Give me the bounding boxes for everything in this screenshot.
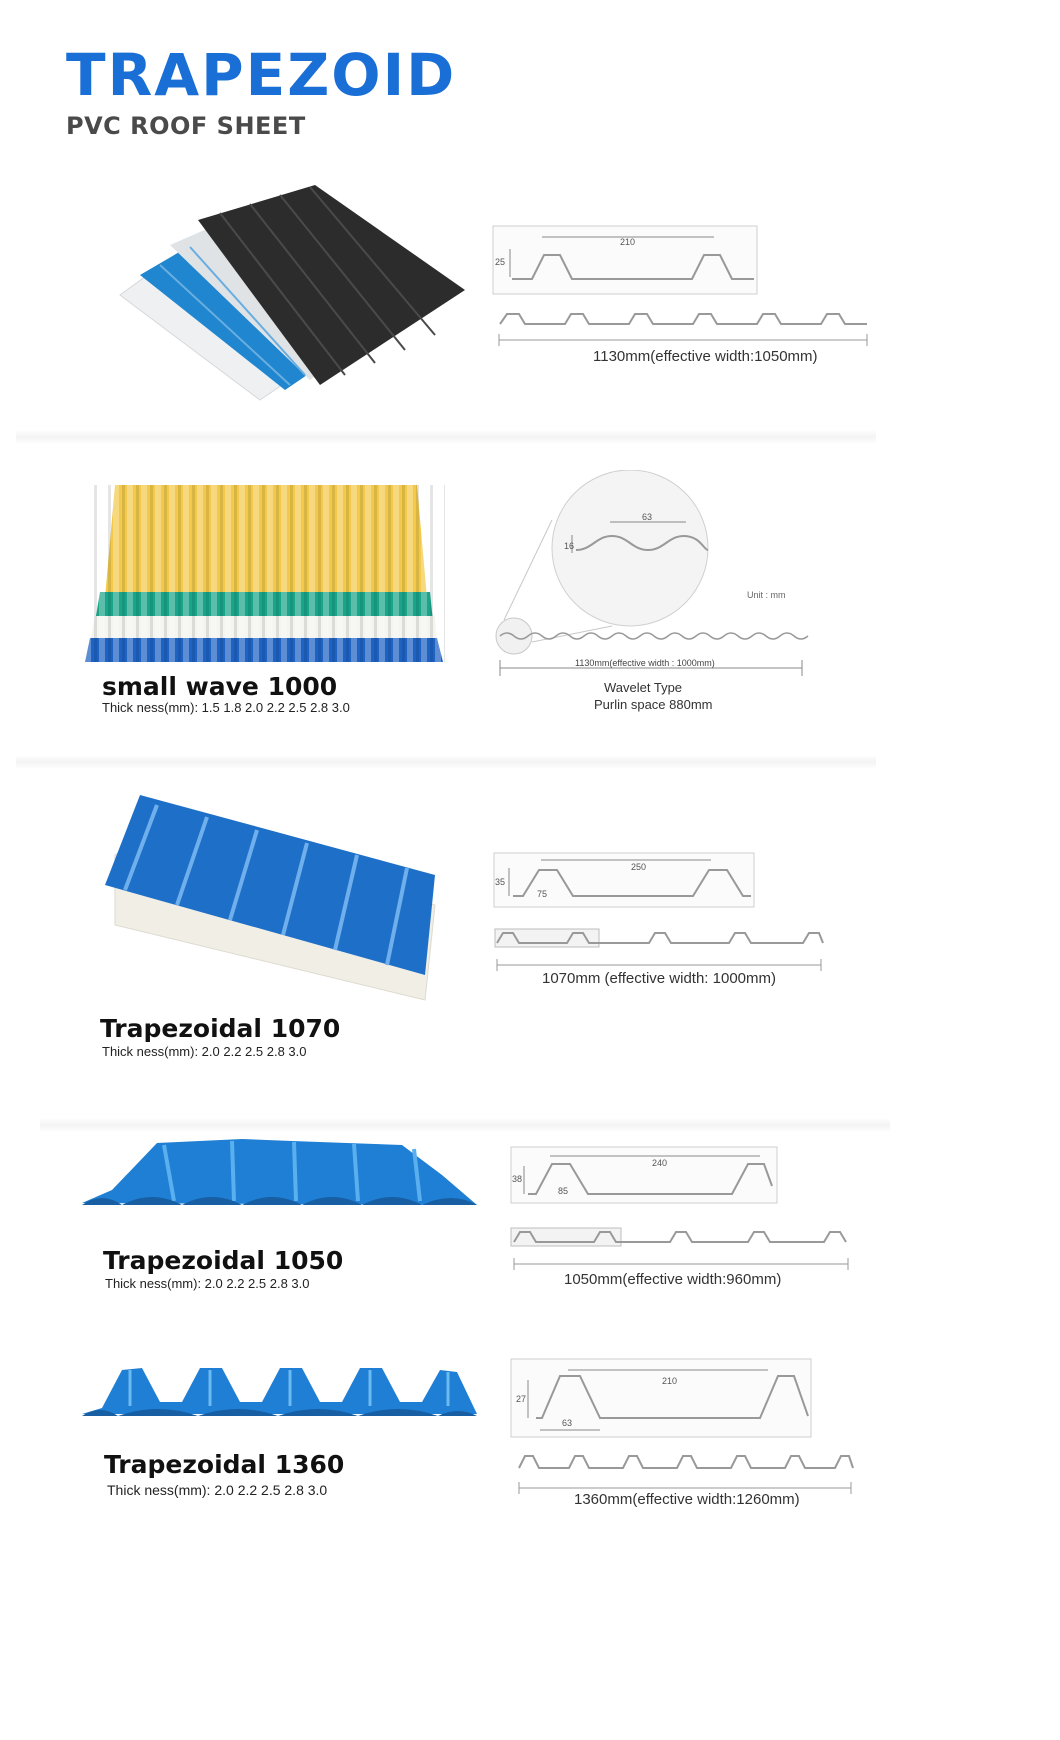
section-divider bbox=[40, 1118, 890, 1132]
profile-height-label: 27 bbox=[516, 1394, 527, 1404]
purlin-space-label: Purlin space 880mm bbox=[594, 697, 713, 712]
profile-width-label: 240 bbox=[652, 1158, 668, 1168]
product-photo-small-wave bbox=[85, 480, 445, 665]
profile-height-label: 38 bbox=[512, 1174, 523, 1184]
profile-diagram-1360 bbox=[510, 1358, 814, 1440]
product-photo-trapezoid-stack bbox=[110, 185, 470, 405]
profile-line-1050 bbox=[510, 1224, 855, 1272]
wavelet-type-label: Wavelet Type bbox=[604, 680, 683, 695]
profile-width-label: 210 bbox=[662, 1376, 678, 1386]
section-divider bbox=[16, 430, 876, 444]
profile-line-trapezoid bbox=[495, 310, 875, 350]
profile-diagram-1070 bbox=[493, 852, 757, 910]
profile-diagram-1050 bbox=[510, 1146, 780, 1206]
profile-diagram-trapezoid bbox=[492, 225, 762, 297]
profile-width-label: 210 bbox=[620, 237, 636, 247]
width-caption: 1070mm (effective width: 1000mm) bbox=[542, 970, 776, 987]
page-title: TRAPEZOID bbox=[66, 41, 457, 109]
product-photo-trapezoidal-1050 bbox=[82, 1135, 477, 1213]
thickness-spec: Thick ness(mm): 1.5 1.8 2.0 2.2 2.5 2.8 3.0 bbox=[102, 700, 350, 715]
thickness-spec: Thick ness(mm): 2.0 2.2 2.5 2.8 3.0 bbox=[107, 1482, 328, 1498]
product-name: Trapezoidal 1360 bbox=[104, 1450, 345, 1479]
product-photo-trapezoidal-1070 bbox=[95, 795, 440, 1005]
product-name: Trapezoidal 1070 bbox=[100, 1014, 341, 1043]
profile-height-label: 25 bbox=[495, 257, 506, 267]
profile-diagram-wavelet bbox=[492, 470, 822, 685]
profile-base-label: 63 bbox=[562, 1418, 573, 1428]
width-caption: 1050mm(effective width:960mm) bbox=[564, 1271, 782, 1288]
thickness-spec: Thick ness(mm): 2.0 2.2 2.5 2.8 3.0 bbox=[105, 1276, 310, 1291]
wave-height-label: 16 bbox=[564, 541, 575, 551]
width-caption: 1130mm(effective width : 1000mm) bbox=[575, 658, 715, 668]
product-photo-trapezoidal-1360 bbox=[82, 1362, 477, 1422]
width-caption: 1130mm(effective width:1050mm) bbox=[593, 348, 818, 365]
profile-base-label: 85 bbox=[558, 1186, 569, 1196]
page-subtitle: PVC ROOF SHEET bbox=[66, 112, 306, 140]
product-name: Trapezoidal 1050 bbox=[103, 1246, 344, 1275]
section-divider bbox=[16, 755, 876, 769]
unit-label: Unit : mm bbox=[747, 590, 786, 600]
profile-base-label: 75 bbox=[537, 889, 548, 899]
width-caption: 1360mm(effective width:1260mm) bbox=[574, 1491, 800, 1508]
profile-height-label: 35 bbox=[495, 877, 506, 887]
thickness-spec: Thick ness(mm): 2.0 2.2 2.5 2.8 3.0 bbox=[102, 1044, 307, 1059]
product-name: small wave 1000 bbox=[102, 672, 338, 701]
profile-line-1070 bbox=[493, 925, 828, 975]
profile-width-label: 250 bbox=[631, 862, 647, 872]
wave-width-label: 63 bbox=[642, 512, 653, 522]
